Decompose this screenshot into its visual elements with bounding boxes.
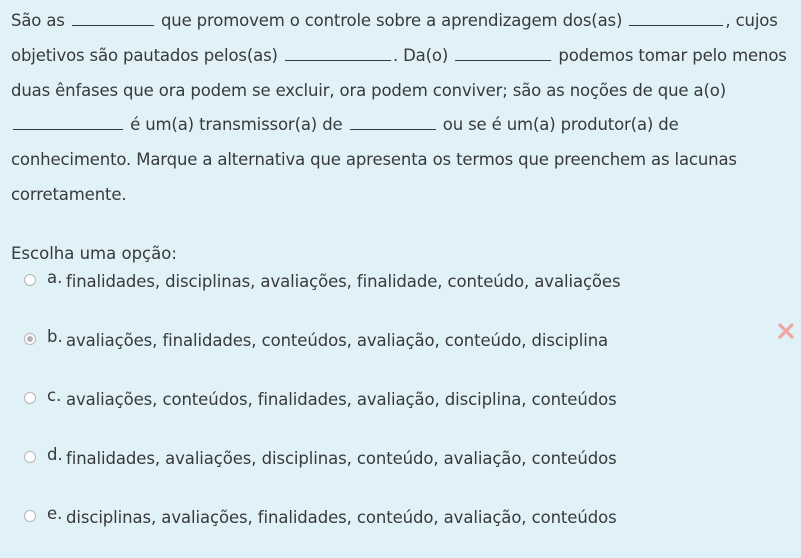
option-letter: e. [47, 504, 63, 523]
answer-options [11, 258, 801, 553]
question-segment: ou se é um(a) produtor(a) de [442, 115, 679, 135]
question-segment: conhecimento. Marque a alternativa que apresenta os termos que preenchem as lacunas corretamente. [11, 150, 737, 204]
radio-d[interactable] [24, 451, 36, 463]
option-letter: a. [47, 268, 63, 287]
question-segment: é um(a) transmissor(a) de [130, 115, 343, 135]
option-a[interactable] [11, 258, 801, 317]
blank-4 [455, 46, 551, 61]
wrong-cross-icon [777, 322, 795, 340]
option-text: avaliações, conteúdos, finalidades, avaliação, disciplina, conteúdos [66, 390, 617, 409]
question-segment: que promovem o controle sobre a aprendizagem dos(as) [160, 11, 623, 30]
question-segment: pelo menos duas ênfases que ora podem se excluir, ora podem conviver; são as noções de [11, 45, 787, 100]
blank-5 [13, 115, 123, 130]
option-text: avaliações, finalidades, conteúdos, avaliação, conteúdo, disciplina [66, 331, 609, 350]
option-letter: c. [47, 386, 62, 405]
question-segment: , [725, 11, 731, 30]
option-c[interactable] [11, 376, 801, 435]
option-b[interactable] [11, 317, 801, 376]
option-text: finalidades, avaliações, disciplinas, conteúdo, avaliação, conteúdos [66, 449, 617, 468]
option-text: finalidades, disciplinas, avaliações, finalidade, conteúdo, avaliações [66, 272, 621, 291]
blank-2 [629, 11, 723, 26]
question-text [11, 4, 795, 213]
question-segment: . Da(o) [392, 45, 449, 65]
question-segment: São as [11, 11, 65, 30]
question-segment: cujos objetivos são pautados pelos(as) [11, 11, 778, 65]
option-d[interactable] [11, 435, 801, 494]
question-segment: que a(o) [657, 80, 727, 100]
option-e[interactable] [11, 494, 801, 553]
option-letter: d. [47, 445, 63, 464]
blank-1 [72, 11, 154, 26]
answer-prompt: Escolha uma opção: [11, 243, 177, 263]
option-letter: b. [47, 327, 63, 346]
question-segment: podemos tomar [558, 45, 688, 65]
radio-c[interactable] [24, 392, 36, 404]
radio-b[interactable] [24, 333, 36, 345]
radio-a[interactable] [24, 274, 36, 286]
blank-6 [350, 115, 436, 130]
blank-3 [285, 46, 391, 61]
option-text: disciplinas, avaliações, finalidades, conteúdo, avaliação, conteúdos [66, 508, 617, 527]
radio-e[interactable] [24, 510, 36, 522]
